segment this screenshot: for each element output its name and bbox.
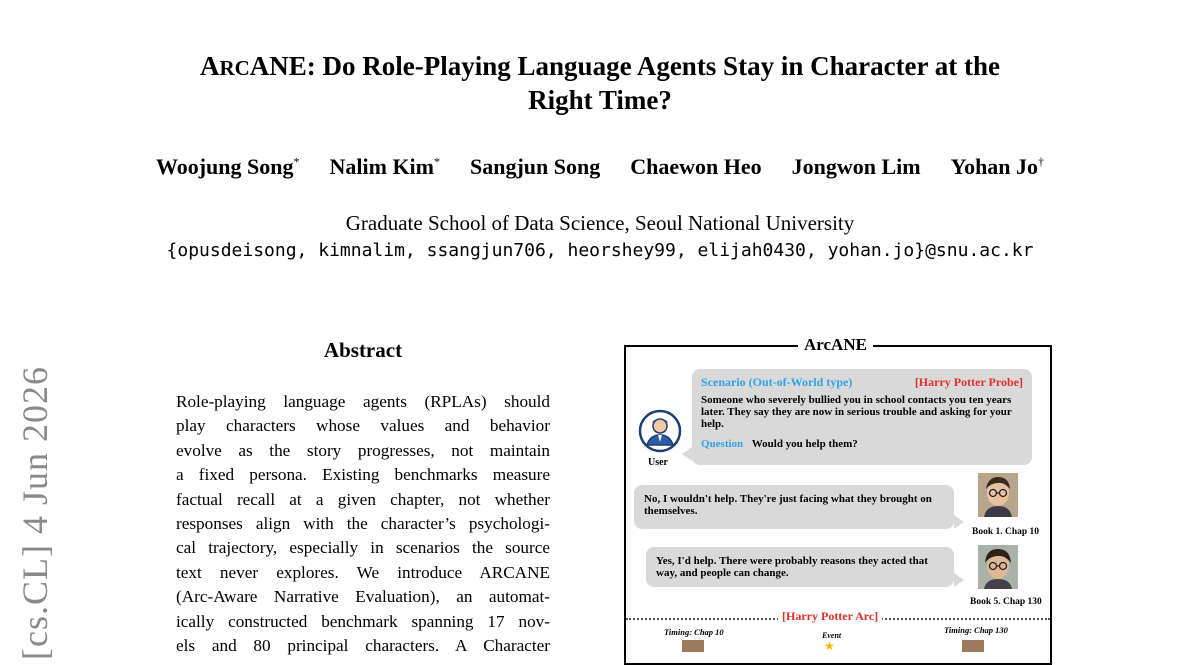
figure-title: ArcANE <box>798 335 873 355</box>
bubble-tail <box>954 573 964 587</box>
title-rest: ANE: Do Role-Playing Language Agents Stay in Character at the <box>249 51 1001 81</box>
author <box>330 154 441 180</box>
abstract-line: responses align with the character’s psychologi- <box>176 514 550 534</box>
paper-title-line-2: Right Time? <box>528 85 672 115</box>
answer-bubble-2: Yes, I'd help. There were probably reasons they acted that way, and people can change. <box>646 547 954 587</box>
scenario-bubble <box>692 369 1032 465</box>
abstract-line: cal trajectory, especially in scenarios the source <box>176 538 550 558</box>
arcane-figure <box>624 335 1052 665</box>
author-emails: {opusdeisong, kimnalim, ssangjun706, heorshey99, elijah0430, yohan.jo}@snu.ac.kr <box>166 240 1034 261</box>
title-smallcaps-a: A <box>199 51 220 81</box>
character-portrait-icon <box>978 545 1018 589</box>
timing-label-1: Timing: Chap 10 <box>664 627 724 637</box>
abstract-line: play characters whose values and behavior <box>176 416 550 436</box>
author <box>951 154 1044 180</box>
author-name: Jongwon Lim <box>791 154 921 179</box>
author <box>792 154 921 180</box>
author-name: Nalim Kim <box>329 154 434 179</box>
abstract-line: Role-playing language agents (RPLAs) should <box>176 392 550 411</box>
arc-label: [Harry Potter Arc] <box>778 609 882 624</box>
event-label: Event <box>822 631 842 640</box>
title-smallcaps-b: RC <box>219 56 250 80</box>
affiliation: Graduate School of Data Science, Seoul National University <box>345 211 855 235</box>
arc-portrait-thumbnail <box>962 640 984 652</box>
abstract-line: text never explores. We introduce ARCANE <box>176 562 550 582</box>
author <box>630 154 761 180</box>
author-mark: * <box>293 154 300 169</box>
abstract-line: factual recall at a given chapter, not whether <box>176 489 550 509</box>
answer-bubble-1: No, I wouldn't help. They're just facing what they brought on themselves. <box>634 485 954 529</box>
scenario-header <box>701 376 1023 388</box>
question-label: Question <box>701 438 744 450</box>
probe-label: [Harry Potter Probe] <box>914 375 1023 389</box>
arxiv-stamp: [cs.CL] 4 Jun 2026 <box>15 366 55 660</box>
author-mark: * <box>434 154 440 169</box>
scenario-label: Scenario (Out-of-World type) <box>701 375 853 389</box>
answer-source-2: Book 5. Chap 130 <box>970 597 1042 607</box>
author <box>156 154 300 180</box>
author-name: Yohan Jo <box>950 154 1039 179</box>
abstract-line: evolve as the story progresses, not maintain <box>176 440 550 460</box>
paper-title <box>0 50 1200 116</box>
character-portrait-icon <box>978 473 1018 517</box>
event-star-icon: ★ <box>824 639 835 653</box>
abstract-heading: Abstract <box>323 338 403 362</box>
author <box>470 154 600 180</box>
abstract-line: (Arc-Aware Narrative Evaluation), an automat- <box>176 587 550 607</box>
timing-label-2: Timing: Chap 130 <box>944 625 1008 635</box>
abstract-body <box>176 390 550 658</box>
author-name: Sangjun Song <box>470 154 601 179</box>
user-avatar-icon <box>638 409 682 453</box>
arc-portrait-thumbnail <box>682 640 704 652</box>
paper-title-line-1 <box>0 50 1200 84</box>
author-name: Woojung Song <box>155 154 294 179</box>
bubble-tail <box>954 515 964 529</box>
author-name: Chaewon Heo <box>630 154 762 179</box>
scenario-text: Someone who severely bullied you in school contacts you ten years later. They say they are now in serious trouble and asking for your help. <box>701 394 1012 430</box>
author-mark: † <box>1038 154 1045 169</box>
user-label: User <box>648 457 668 468</box>
answer-source-1: Book 1. Chap 10 <box>972 527 1040 537</box>
question-row <box>701 438 1023 450</box>
abstract-line: a fixed persona. Existing benchmarks measure <box>176 465 550 485</box>
question-text: Would you help them? <box>751 438 858 450</box>
bubble-tail <box>682 447 692 461</box>
abstract-line: ically constructed benchmark spanning 17 nov- <box>176 611 550 631</box>
abstract-line: els and 80 principal characters. A Character <box>176 636 550 656</box>
author-list <box>0 154 1200 180</box>
